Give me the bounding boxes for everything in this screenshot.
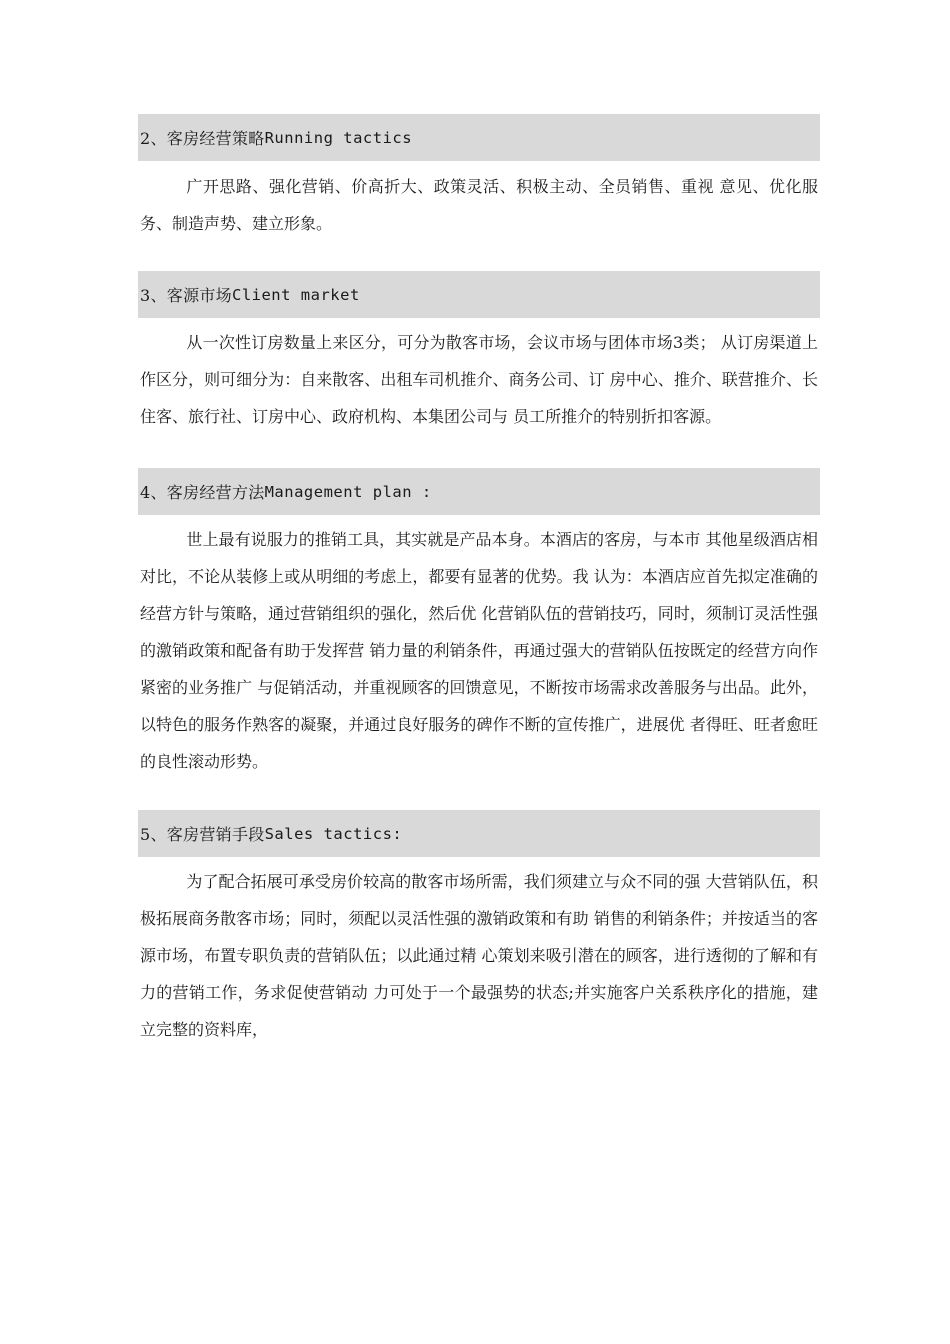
- section-heading-cn: 3、客源市场: [140, 286, 232, 305]
- section-heading-running-tactics: [138, 114, 820, 161]
- section-heading-client-market: [138, 271, 820, 318]
- section-heading-en: Sales tactics:: [264, 824, 403, 843]
- section-body-running-tactics: 广开思路、强化营销、价高折大、政策灵活、积极主动、全员销售、重视 意见、优化服务、制造声势、建立形象。: [140, 177, 818, 233]
- section-body-sales-tactics: 为了配合拓展可承受房价较高的散客市场所需，我们须建立与众不同的强 大营销队伍，积极拓展商务散客市场；同时，须配以灵活性强的激销政策和有助 销售的利销条件；并按适当的客源市场，布置专职负责的营销队伍；以此通过精 心策划来吸引潜在的顾客，进行透彻的了解和有力的营销工作，务求促使营销动 力可处于一个最强势的状态;并实施客户关系秩序化的措施，建立完整的资料库，: [140, 872, 818, 1039]
- section-heading-cn: 2、客房经营策略: [140, 129, 265, 148]
- section-body-client-market: 从一次性订房数量上来区分，可分为散客市场，会议市场与团体市场3类； 从订房渠道上作区分，则可细分为：自来散客、出租车司机推介、商务公司、订 房中心、推介、联营推介、长住客、旅行社、订房中心、政府机构、本集团公司与 员工所推介的特别折扣客源。: [140, 333, 818, 426]
- section-body-management-plan: 世上最有说服力的推销工具，其实就是产品本身。本酒店的客房，与本市 其他星级酒店相对比，不论从装修上或从明细的考虑上，都要有显著的优势。我 认为：本酒店应首先拟定准确的经营方针与策略，通过营销组织的强化，然后优 化营销队伍的营销技巧，同时，须制订灵活性强的激销政策和配备有助于发挥营 销力量的利销条件，再通过强大的营销队伍按既定的经营方向作紧密的业务推广 与促销活动，并重视顾客的回馈意见，不断按市场需求改善服务与出品。此外， 以特色的服务作熟客的凝聚，并通过良好服务的碑作不断的宣传推广，进展优 者得旺、旺者愈旺的良性滚动形势。: [140, 530, 818, 771]
- section-heading-cn: 5、客房营销手段: [140, 825, 265, 844]
- section-heading-en: Client market: [231, 285, 360, 304]
- section-heading-management-plan: [138, 468, 820, 515]
- section-heading-en: Management plan :: [264, 482, 432, 501]
- section-heading-en: Running tactics: [264, 128, 413, 147]
- section-heading-cn: 4、客房经营方法: [140, 483, 265, 502]
- section-heading-sales-tactics: [138, 810, 820, 857]
